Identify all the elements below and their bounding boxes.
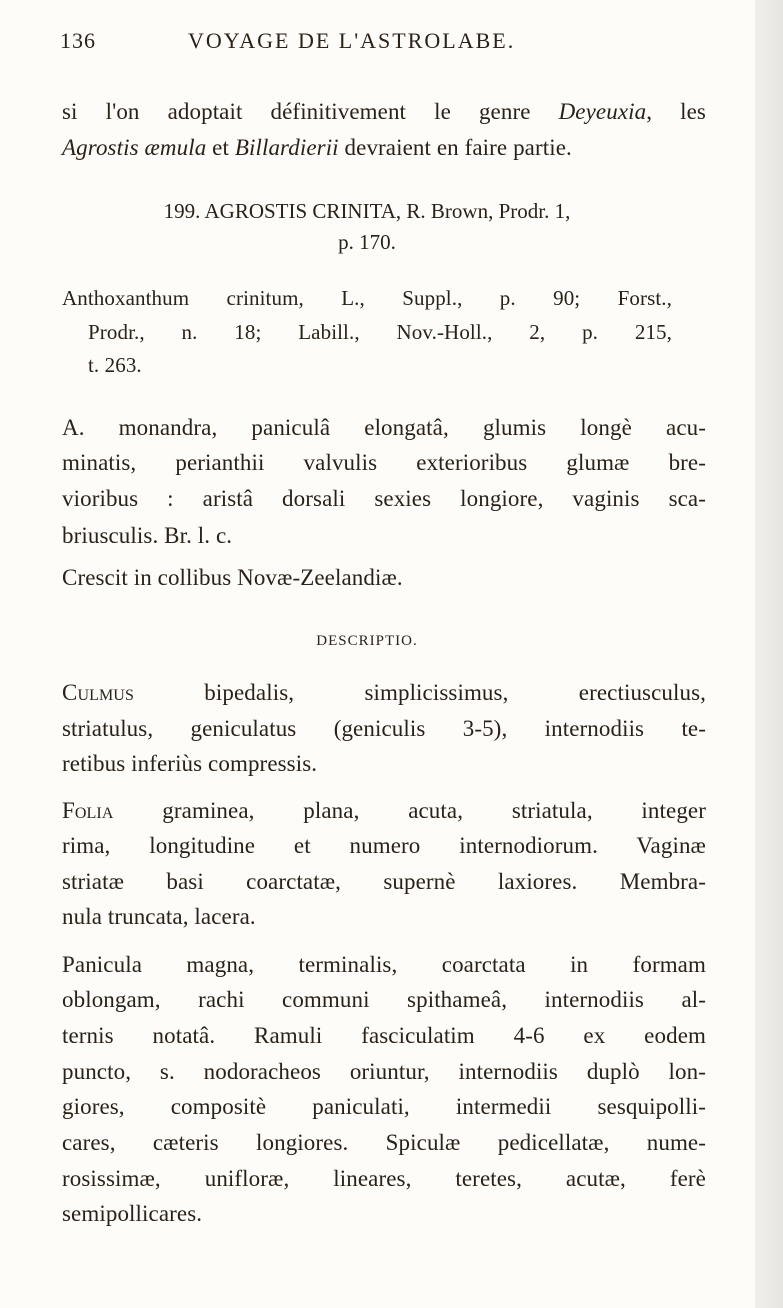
diagnosis-line: briusculis. Br. l. c. — [62, 523, 233, 548]
text-line: striatæ basi coarctatæ, supernè laxiores. Membra- — [62, 869, 706, 894]
page-edge — [755, 0, 783, 1308]
entry-title-page: p. 170. — [338, 230, 396, 254]
entry-title: 199. AGROSTIS CRINITA, R. Brown, Prodr. 1, — [163, 199, 571, 223]
synonym-line: Prodr., n. 18; Labill., Nov.-Holl., 2, p. 215, — [88, 320, 672, 344]
text-line: si l'on adoptait définitivement le genre Deyeuxia, les — [62, 99, 706, 124]
synonym-line: Anthoxanthum crinitum, L., Suppl., p. 90; Forst., — [62, 286, 672, 310]
text-line: striatulus, geniculatus (geniculis 3-5), internodiis te- — [62, 716, 706, 741]
text-line: retibus inferiùs compressis. — [62, 751, 318, 776]
section-heading: DESCRIPTIO. — [316, 633, 418, 649]
text-line: rima, longitudine et numero internodiorum. Vaginæ — [62, 833, 706, 858]
text-line: semipollicares. — [62, 1201, 203, 1226]
running-title: VOYAGE DE L'ASTROLABE. — [188, 28, 516, 53]
text-line: oblongam, rachi communi spithameâ, internodiis al- — [62, 987, 706, 1012]
text-line: Panicula magna, terminalis, coarctata in formam — [62, 952, 706, 977]
text-line: ternis notatâ. Ramuli fasciculatim 4-6 ex eodem — [62, 1023, 706, 1048]
text-line: giores, compositè paniculati, intermedii sesquipolli- — [62, 1094, 706, 1119]
diagnosis-line: vioribus : aristâ dorsali sexies longiore, vaginis sca- — [62, 486, 706, 511]
diagnosis-line: A. monandra, paniculâ elongatâ, glumis longè acu- — [62, 415, 706, 440]
synonym-line: t. 263. — [88, 353, 142, 377]
text-line: Agrostis æmula et Billardierii devraient en faire partie. — [62, 135, 572, 160]
habitat-line: Crescit in collibus Novæ-Zeelandiæ. — [62, 565, 403, 590]
text-line: rosissimæ, unifloræ, lineares, teretes, acutæ, ferè — [62, 1166, 706, 1191]
text-line: cares, cæteris longiores. Spiculæ pedicellatæ, nume- — [62, 1130, 706, 1155]
text-line: nula truncata, lacera. — [62, 904, 256, 929]
text-line: puncto, s. nodoracheos oriuntur, internodiis duplò lon- — [62, 1059, 706, 1084]
diagnosis-line: minatis, perianthii valvulis exterioribus glumæ bre- — [62, 450, 706, 475]
text-line: Folia graminea, plana, acuta, striatula, integer — [62, 798, 706, 823]
text-line: Culmus bipedalis, simplicissimus, erectiusculus, — [62, 680, 706, 705]
page-number: 136 — [60, 28, 96, 53]
